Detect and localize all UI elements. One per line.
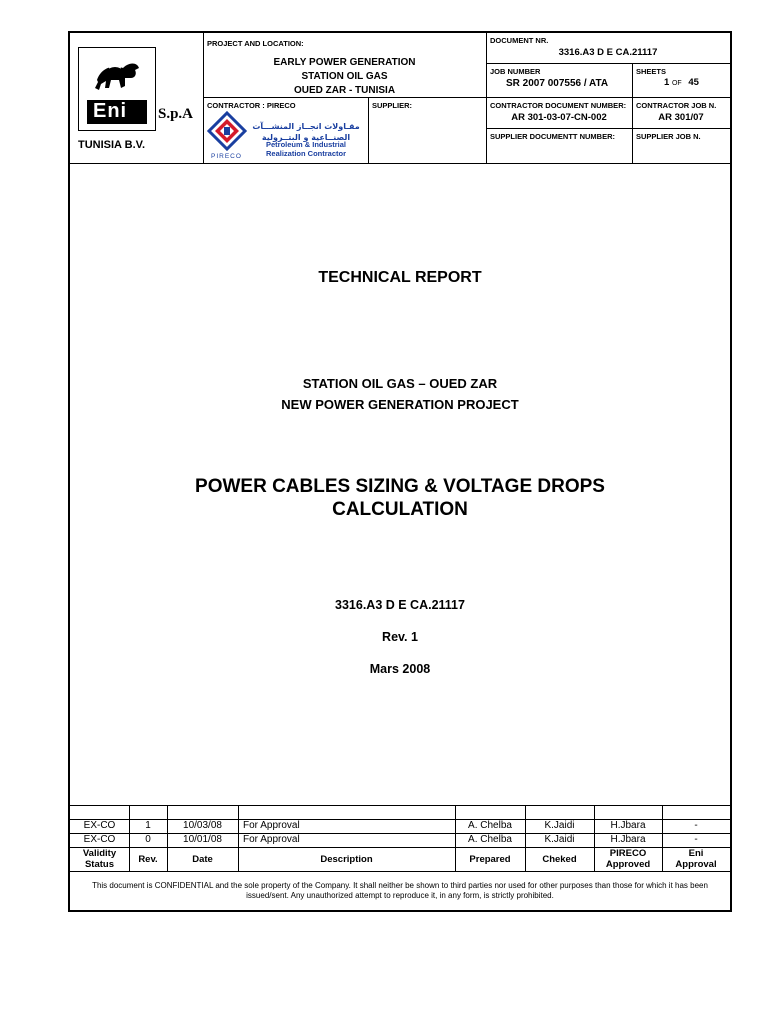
sheet-of: OF (671, 80, 682, 87)
header-pireco-approved: PIRECO Approved (605, 848, 651, 870)
confidentiality-notice: This document is CONFIDENTIAL and the sole property of the Company. It shall neither be shown to third parties nor used for other purposes than those for which it has been issued/sent. Any unauthorized attempt to reproduce it, in any form, is strictly prohibited. (92, 881, 708, 900)
issue-date: Mars 2008 (369, 662, 431, 676)
sheets-count (664, 77, 699, 88)
revision-eni: - (694, 820, 698, 831)
revision-prepared: A. Chelba (468, 834, 512, 845)
report-type: TECHNICAL REPORT (318, 269, 482, 286)
header-prepared: Prepared (469, 854, 511, 865)
revision-description: For Approval (243, 820, 300, 831)
header-checked: Cheked (542, 854, 577, 865)
document-title: CALCULATION (332, 499, 468, 520)
eni-logo (78, 47, 156, 131)
contractor-name (250, 140, 362, 158)
supplier-label: SUPPLIER: (372, 101, 413, 110)
job-number-label: JOB NUMBER (490, 67, 541, 76)
sheet-current: 1 (664, 77, 670, 88)
header-divider (486, 63, 730, 64)
revision-rev: 0 (145, 834, 151, 845)
project-title-line: NEW POWER GENERATION PROJECT (281, 397, 519, 412)
revision-eni: - (694, 834, 698, 845)
table-line (70, 871, 730, 872)
sheets-label: SHEETS (636, 67, 667, 76)
contractor-label: CONTRACTOR : PIRECO (207, 101, 296, 110)
document-sheet (68, 31, 732, 912)
revision-checked: K.Jaidi (544, 834, 575, 845)
revision-prepared: A. Chelba (468, 820, 512, 831)
header-date: Date (192, 854, 213, 865)
company-name: Eni (93, 100, 128, 122)
contractor-doc-number: AR 301-03-07-CN-002 (511, 112, 607, 123)
revision-status: EX-CO (83, 820, 116, 831)
sheet-total: 45 (688, 77, 699, 88)
doc-nr-label: DOCUMENT NR. (490, 36, 549, 45)
doc-nr: 3316.A3 D E CA.21117 (558, 47, 658, 58)
supplier-job-label: SUPPLIER JOB N. (636, 132, 701, 141)
header-eni-approval: Eni Approval (675, 848, 717, 870)
contractor-job-number: AR 301/07 (658, 112, 704, 123)
header-description: Description (320, 854, 373, 865)
revision-description: For Approval (243, 834, 300, 845)
document-title: POWER CABLES SIZING & VOLTAGE DROPS (195, 476, 605, 497)
revision-number: Rev. 1 (382, 630, 418, 644)
revision-rev: 1 (145, 820, 151, 831)
header-divider (486, 128, 730, 129)
contractor-name-line: Petroleum & Industrial (265, 140, 346, 149)
contractor-arabic-line: مقـاولات انجــاز المنشـــآت (252, 122, 360, 131)
revision-date: 10/01/08 (183, 834, 222, 845)
contractor-doc-label: CONTRACTOR DOCUMENT NUMBER: (490, 101, 627, 110)
project-line: STATION OIL GAS (301, 71, 388, 82)
revision-status: EX-CO (83, 834, 116, 845)
job-number: SR 2007 007556 / ATA (506, 78, 609, 89)
header-rev: Rev. (138, 854, 158, 865)
pireco-logo-icon (207, 111, 247, 151)
header-divider (486, 97, 730, 98)
contractor-arabic-line: الصنــاعية و البتــرولية (261, 133, 351, 142)
header-divider (70, 163, 730, 164)
revision-checked: K.Jaidi (544, 820, 575, 831)
revision-date: 10/03/08 (183, 820, 222, 831)
contractor-name-line: Realization Contractor (265, 149, 346, 158)
project-label: PROJECT AND LOCATION: (207, 39, 304, 48)
revision-pireco: H.Jbara (610, 820, 646, 831)
contractor-job-label: CONTRACTOR JOB N. (636, 101, 717, 110)
supplier-doc-label: SUPPLIER DOCUMENTT NUMBER: (490, 132, 615, 141)
project-location (203, 56, 486, 98)
project-line: EARLY POWER GENERATION (273, 57, 416, 68)
affiliate-name: TUNISIA B.V. (78, 139, 146, 151)
revision-pireco: H.Jbara (610, 834, 646, 845)
header-divider (203, 33, 204, 163)
project-line: OUED ZAR - TUNISIA (293, 85, 396, 96)
doc-code: 3316.A3 D E CA.21117 (335, 598, 465, 612)
revision-table (70, 805, 730, 872)
header-validity-status: Validity Status (82, 848, 117, 870)
pireco-logo-text: PIRECO (211, 153, 242, 160)
company-suffix: S.p.A (158, 106, 194, 122)
table-line (70, 805, 730, 806)
project-title-line: STATION OIL GAS – OUED ZAR (302, 376, 498, 391)
header-divider (368, 97, 369, 163)
